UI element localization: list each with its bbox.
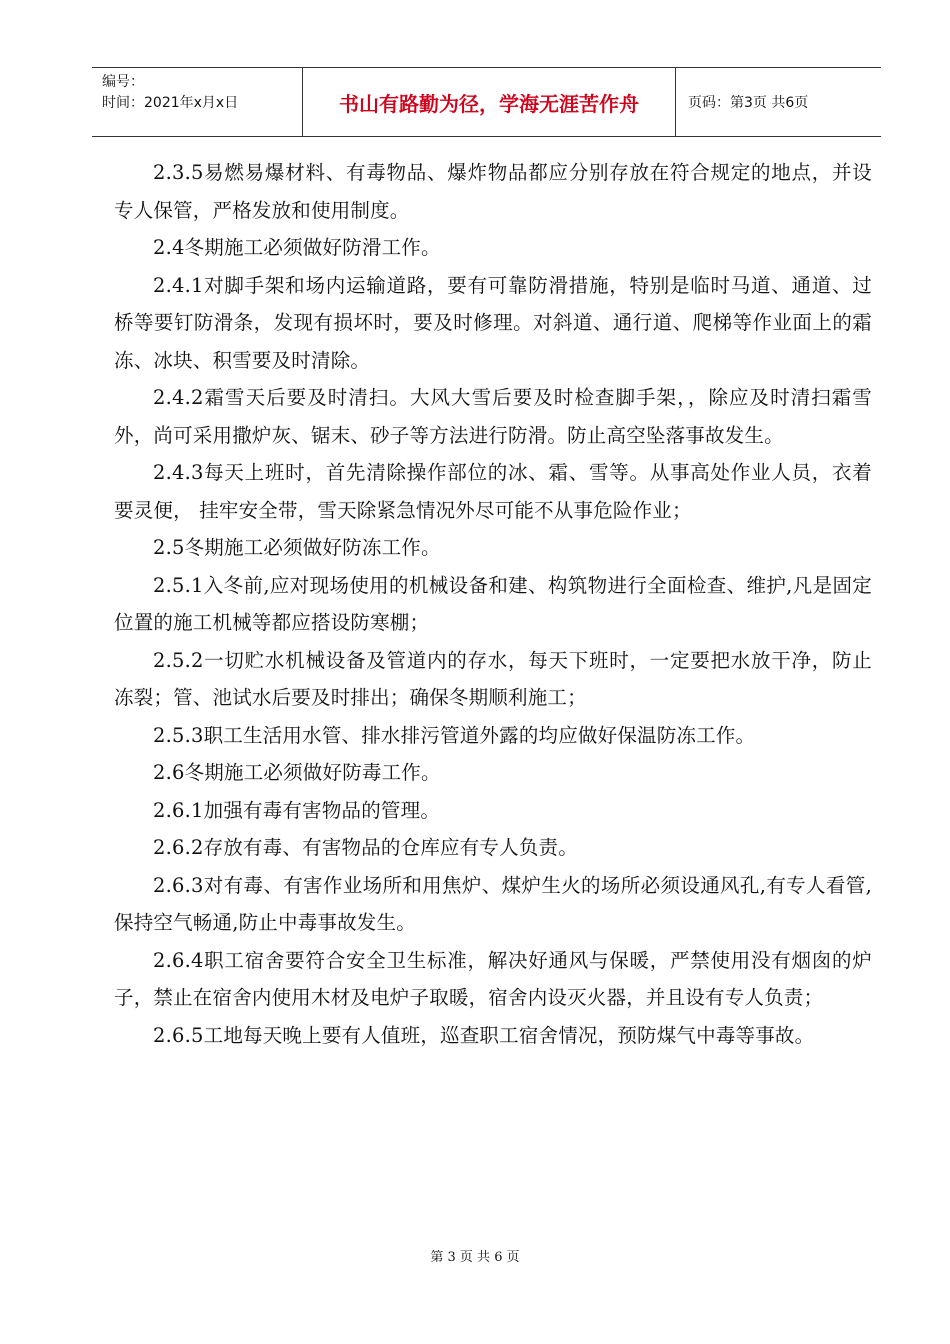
header-page-number: 页码：第3页 共6页 — [688, 95, 809, 111]
document-body — [114, 154, 872, 1054]
paragraph-2-5-1: 2.5.1入冬前,应对现场使用的机械设备和建、构筑物进行全面检查、维护,凡是固定位置的施工机械等都应搭设防寒棚； — [114, 573, 872, 634]
paragraph-2-5-3: 2.5.3职工生活用水管、排水排污管道外露的均应做好保温防冻工作。 — [153, 723, 756, 747]
paragraph-2-4-1: 2.4.1对脚手架和场内运输道路，要有可靠防滑措施，特别是临时马道、通道、过桥等要钉防滑条，发现有损坏时，要及时修理。对斜道、通行道、爬梯等作业面上的霜冻、冰块、积雪要及时清除。 — [114, 273, 872, 372]
paragraph-2-6-5: 2.6.5工地每天晚上要有人值班，巡查职工宿舍情况，预防煤气中毒等事故。 — [153, 1023, 815, 1047]
paragraph-2-3-5: 2.3.5易燃易爆材料、有毒物品、爆炸物品都应分别存放在符合规定的地点，并设专人保管，严格发放和使用制度。 — [114, 161, 872, 222]
code-label: 编号： — [102, 74, 144, 90]
paragraph-2-5: 2.5冬期施工必须做好防冻工作。 — [153, 536, 441, 559]
time-label: 时间：2021年x月x日 — [102, 95, 239, 111]
header-meta — [92, 68, 303, 136]
paragraph-2-6-4: 2.6.4职工宿舍要符合安全卫生标准，解决好通风与保暖，严禁使用没有烟囱的炉子，禁止在宿舍内使用木材及电炉子取暖，宿舍内设灭火器，并且设有专人负责； — [114, 948, 872, 1009]
paragraph-2-6-1: 2.6.1加强有毒有害物品的管理。 — [153, 798, 441, 822]
page-footer: 第 3 页 共 6 页 — [430, 1250, 520, 1265]
page-header — [92, 67, 881, 137]
paragraph-2-4-3: 2.4.3每天上班时，首先清除操作部位的冰、霜、雪等。从事高处作业人员，衣着要灵便， 挂牢安全带，雪天除紧急情况外尽可能不从事危险作业； — [114, 461, 872, 522]
paragraph-2-4: 2.4冬期施工必须做好防滑工作。 — [153, 236, 441, 259]
paragraph-2-6: 2.6冬期施工必须做好防毒工作。 — [153, 761, 441, 784]
paragraph-2-5-2: 2.5.2一切贮水机械设备及管道内的存水，每天下班时，一定要把水放干净，防止冻裂；管、池试水后要及时排出；确保冬期顺利施工； — [114, 648, 872, 709]
paragraph-2-6-2: 2.6.2存放有毒、有害物品的仓库应有专人负责。 — [153, 836, 578, 859]
header-motto: 书山有路勤为径，学海无涯苦作舟 — [303, 68, 676, 136]
paragraph-2-6-3: 2.6.3对有毒、有害作业场所和用焦炉、煤炉生火的场所必须设通风孔,有专人看管,保持空气畅通,防止中毒事故发生。 — [114, 873, 872, 934]
paragraph-2-4-2: 2.4.2霜雪天后要及时清扫。大风大雪后要及时检查脚手架，，除应及时清扫霜雪外，尚可采用撒炉灰、锯末、砂子等方法进行防滑。防止高空坠落事故发生。 — [114, 386, 872, 447]
